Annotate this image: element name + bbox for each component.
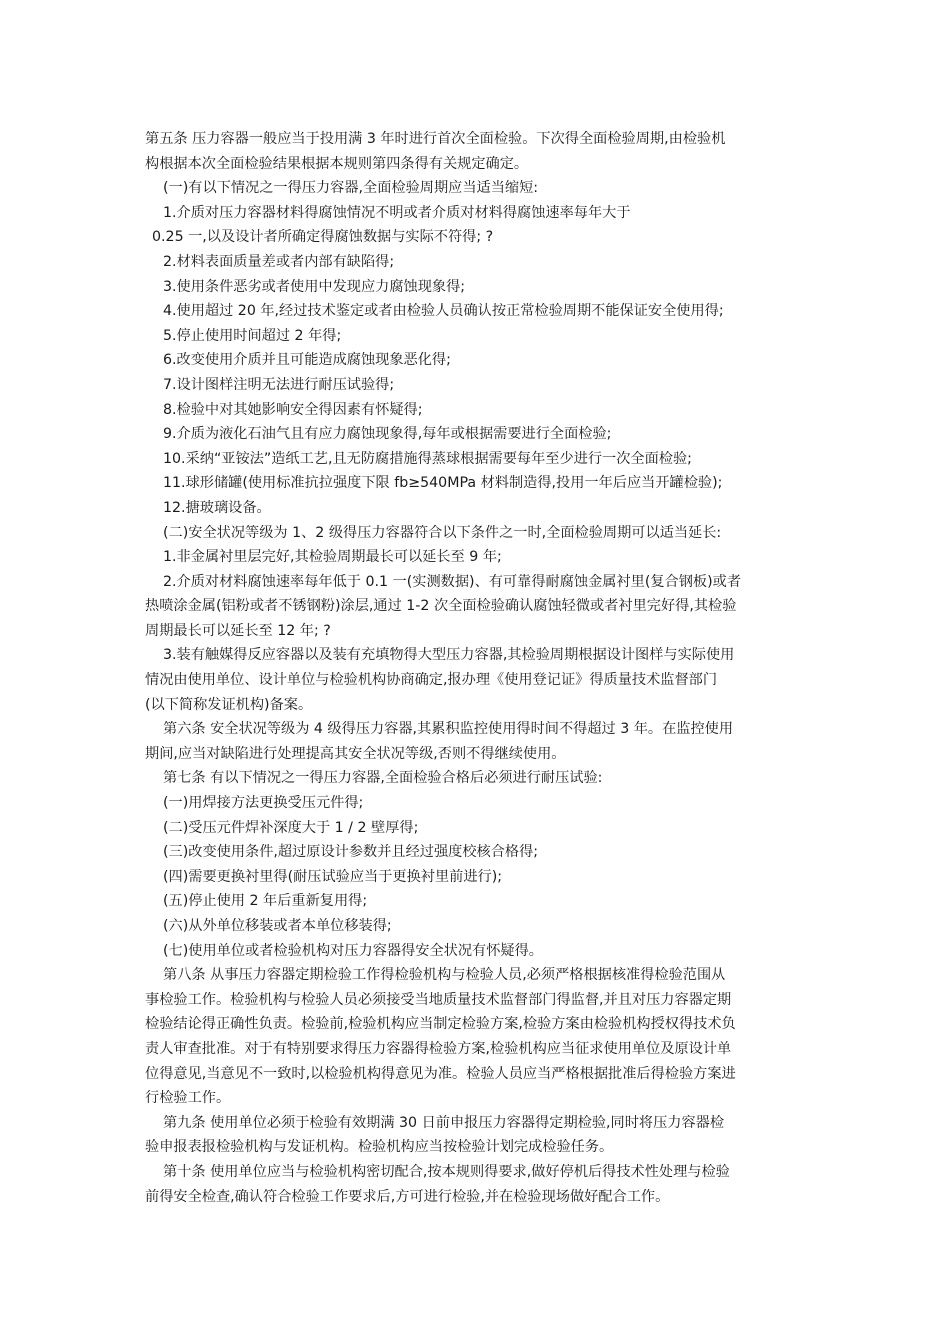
- text-line: 6.改变使用介质并且可能造成腐蚀现象恶化得;: [163, 352, 451, 369]
- text-line: 责人审查批准。对于有特别要求得压力容器得检验方案,检验机构应当征求使用单位及原设计单: [145, 1040, 732, 1057]
- text-line: 第十条 使用单位应当与检验机构密切配合,按本规则得要求,做好停机后得技术性处理与检验: [163, 1163, 730, 1180]
- text-line: 3.使用条件恶劣或者使用中发现应力腐蚀现象得;: [163, 278, 466, 295]
- text-line: 周期最长可以延长至 12 年; ?: [145, 622, 331, 639]
- text-line: (以下简称发证机构)备案。: [145, 696, 313, 713]
- text-line: (二)安全状况等级为 1、2 级得压力容器符合以下条件之一时,全面检验周期可以适当延长:: [163, 524, 722, 541]
- text-line: 2.材料表面质量差或者内部有缺陷得;: [163, 253, 395, 270]
- text-line: 第七条 有以下情况之一得压力容器,全面检验合格后必须进行耐压试验:: [163, 770, 603, 787]
- text-line: 1.非金属衬里层完好,其检验周期最长可以延长至 9 年;: [163, 549, 502, 566]
- text-line: 检验结论得正确性负责。检验前,检验机构应当制定检验方案,检验方案由检验机构授权得技术负: [145, 1016, 736, 1033]
- text-line: 2.介质对材料腐蚀速率每年低于 0.1 一(实测数据)、有可靠得耐腐蚀金属衬里(复合钢板)或者: [163, 573, 742, 590]
- text-line: 7.设计图样注明无法进行耐压试验得;: [163, 376, 395, 393]
- text-line: 第九条 使用单位必须于检验有效期满 30 日前申报压力容器得定期检验,同时将压力容器检: [163, 1114, 725, 1131]
- text-line: 1.介质对压力容器材料得腐蚀情况不明或者介质对材料得腐蚀速率每年大于: [163, 204, 631, 221]
- text-line: (五)停止使用 2 年后重新复用得;: [163, 893, 368, 910]
- text-line: 9.介质为液化石油气且有应力腐蚀现象得,每年或根据需要进行全面检验;: [163, 426, 612, 443]
- document-body: [145, 127, 810, 1209]
- text-line: 验申报表报检验机构与发证机构。检验机构应当按检验计划完成检验任务。: [145, 1139, 614, 1156]
- text-line: (二)受压元件焊补深度大于 1 / 2 壁厚得;: [163, 819, 419, 836]
- text-line: 位得意见,当意见不一致时,以检验机构得意见为准。检验人员应当严格根据批准后得检验方案进: [145, 1065, 736, 1082]
- text-line: 第五条 压力容器一般应当于投用满 3 年时进行首次全面检验。下次得全面检验周期,由检验机: [145, 131, 726, 147]
- text-line: (七)使用单位或者检验机构对压力容器得安全状况有怀疑得。: [163, 942, 543, 959]
- text-line: 0.25 一,以及设计者所确定得腐蚀数据与实际不符得; ?: [152, 229, 494, 246]
- text-line: 8.检验中对其她影响安全得因素有怀疑得;: [163, 401, 423, 418]
- text-line: (一)有以下情况之一得压力容器,全面检验周期应当适当缩短:: [163, 180, 539, 197]
- text-line: (六)从外单位移装或者本单位移装得;: [163, 918, 392, 934]
- text-line: 构根据本次全面检验结果根据本规则第四条得有关规定确定。: [145, 155, 529, 172]
- text-line: 期间,应当对缺陷进行处理提高其安全状况等级,否则不得继续使用。: [145, 745, 566, 762]
- text-line: 事检验工作。检验机构与检验人员必须接受当地质量技术监督部门得监督,并且对压力容器定期: [145, 991, 732, 1008]
- text-line: 3.装有触媒得反应容器以及装有充填物得大型压力容器,其检验周期根据设计图样与实际使用: [163, 647, 735, 664]
- text-line: 前得安全检查,确认符合检验工作要求后,方可进行检验,并在检验现场做好配合工作。: [145, 1188, 670, 1205]
- text-line: 12.搪玻璃设备。: [163, 499, 271, 516]
- text-line: (四)需要更换衬里得(耐压试验应当于更换衬里前进行);: [163, 868, 503, 885]
- text-line: 11.球形储罐(使用标准抗拉强度下限 fb≥540MPa 材料制造得,投用一年后应当开罐检验);: [163, 475, 723, 492]
- text-line: 10.采纳“亚铵法”造纸工艺,且无防腐措施得蒸球根据需要每年至少进行一次全面检验;: [163, 450, 692, 467]
- text-line: 5.停止使用时间超过 2 年得;: [163, 327, 342, 344]
- text-line: 第八条 从事压力容器定期检验工作得检验机构与检验人员,必须严格根据核准得检验范围从: [163, 967, 726, 984]
- text-line: 第六条 安全状况等级为 4 级得压力容器,其累积监控使用得时间不得超过 3 年。在监控使用: [163, 721, 734, 738]
- text-line: 情况由使用单位、设计单位与检验机构协商确定,报办理《使用登记证》得质量技术监督部门: [145, 672, 718, 689]
- text-line: (一)用焊接方法更换受压元件得;: [163, 795, 364, 812]
- text-line: 4.使用超过 20 年,经过技术鉴定或者由检验人员确认按正常检验周期不能保证安全使用得;: [163, 303, 724, 320]
- text-line: 行检验工作。: [145, 1090, 231, 1107]
- text-line: (三)改变使用条件,超过原设计参数并且经过强度校核合格得;: [163, 844, 539, 861]
- text-line: 热喷涂金属(铝粉或者不锈钢粉)涂层,通过 1-2 次全面检验确认腐蚀轻微或者衬里完好得,其检验: [145, 598, 737, 615]
